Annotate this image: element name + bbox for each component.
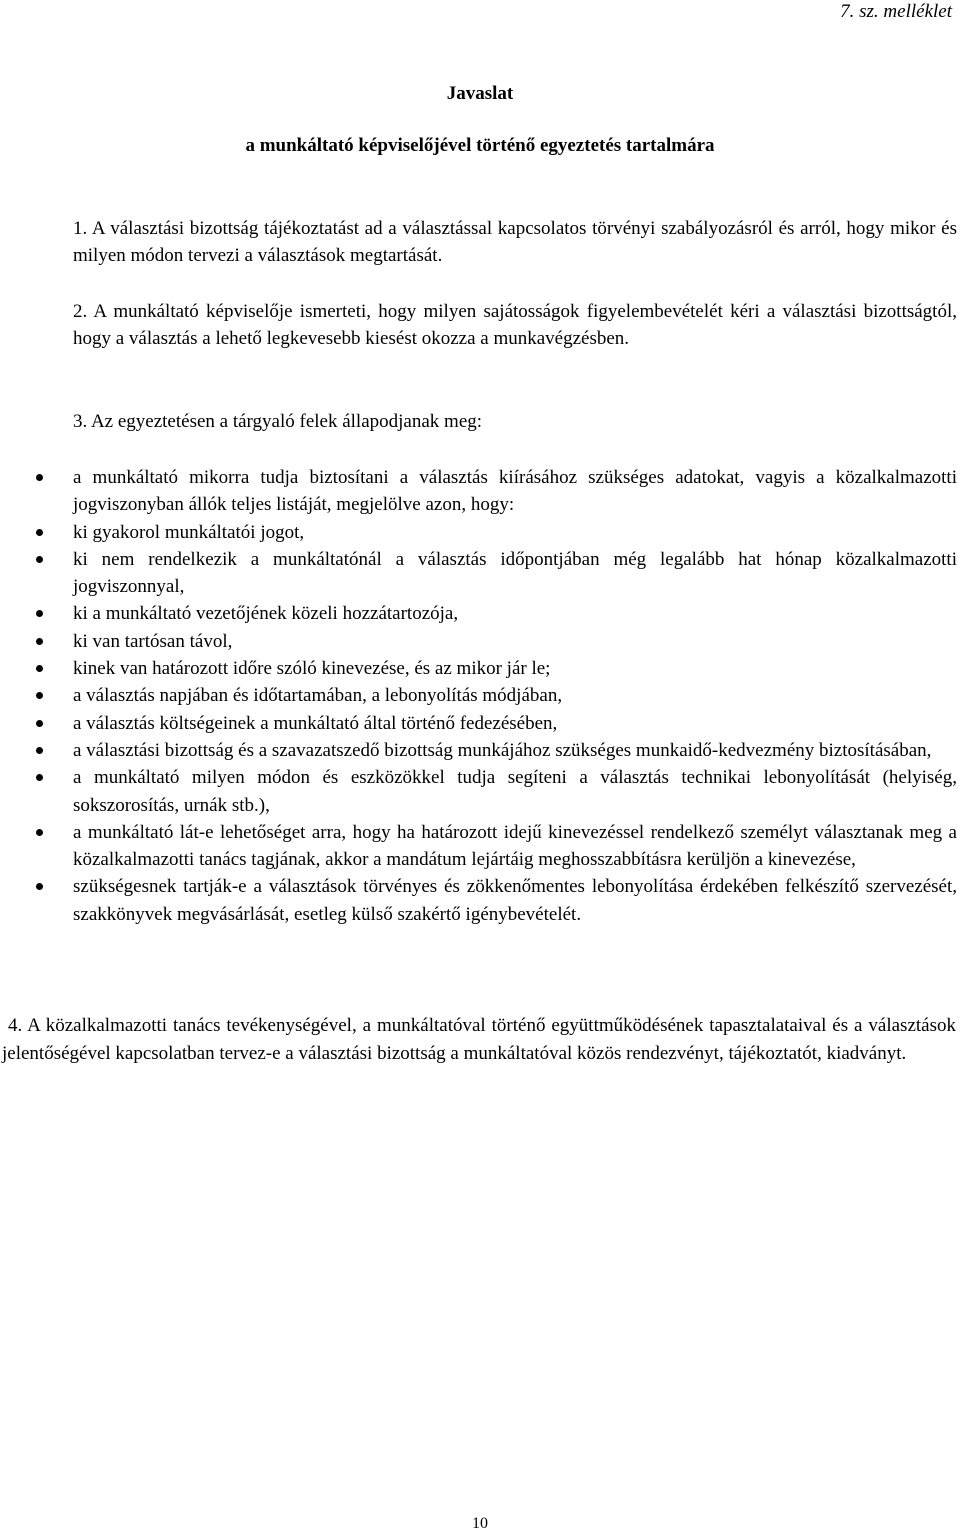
paragraph-2: 2. A munkáltató képviselője ismerteti, hogy milyen sajátosságok figyelembevételét kéri a választási bizottságtól, hogy a választás a lehető legkevesebb kiesést okozza a munkavégzésben.	[73, 301, 957, 349]
bullet-icon	[36, 638, 43, 645]
bullet-icon	[36, 610, 43, 617]
bullet-icon	[36, 665, 43, 672]
list-item-text: a választás költségeinek a munkáltató által történő fedezésében,	[73, 712, 558, 734]
list-item	[0, 873, 960, 928]
list-item	[0, 737, 960, 764]
list-item	[0, 682, 960, 709]
list-item	[0, 600, 960, 627]
list-item-text: ki nem rendelkezik a munkáltatónál a választás időpontjában még legalább hat hónap közalkalmazotti jogviszonnyal,	[73, 548, 957, 598]
paragraph-3: 3. Az egyeztetésen a tárgyaló felek állapodjanak meg:	[73, 411, 483, 432]
bullet-icon	[36, 556, 43, 563]
list-item-text: a választás napjában és időtartamában, a lebonyolítás módjában,	[73, 685, 563, 707]
bullet-icon	[36, 692, 43, 699]
bullet-icon	[36, 747, 43, 754]
agreement-bullet-list	[0, 464, 960, 928]
list-item	[0, 546, 960, 601]
list-item-text: a munkáltató milyen módon és eszközökkel tudja segíteni a választás technikai lebonyolítását (helyiség, sokszorosítás, urnák stb.),	[73, 767, 957, 816]
list-item	[0, 655, 960, 682]
list-item	[0, 764, 960, 819]
document-subtitle: a munkáltató képviselőjével történő egyeztetés tartalmára	[245, 135, 715, 156]
list-item	[0, 710, 960, 737]
list-item	[0, 519, 960, 546]
list-item-text: kinek van határozott időre szóló kinevezése, és az mikor jár le;	[73, 658, 551, 680]
list-item	[0, 464, 960, 519]
paragraph-1: 1. A választási bizottság tájékoztatást ad a választással kapcsolatos törvényi szabályozásról és arról, hogy mikor és milyen módon tervezi a választások megtartását.	[73, 218, 957, 266]
list-item-text: ki a munkáltató vezetőjének közeli hozzátartozója,	[73, 603, 459, 625]
list-item-text: ki gyakorol munkáltatói jogot,	[73, 521, 305, 543]
document-title: Javaslat	[446, 83, 514, 104]
list-item-text: ki van tartósan távol,	[73, 630, 233, 652]
list-item-text: a munkáltató lát-e lehetőséget arra, hogy ha határozott idejű kinevezéssel rendelkező személyt választanak meg a közalkalmazotti tanács tagjának, akkor a mandátum lejártáig meghosszabbításra kerüljön a kinevezése,	[73, 821, 957, 871]
list-item-text: a választási bizottság és a szavazatszedő bizottság munkájához szükséges munkaidő-kedvezmény biztosításában,	[73, 739, 932, 761]
bullet-icon	[36, 883, 43, 890]
bullet-icon	[36, 529, 43, 536]
bullet-icon	[36, 829, 43, 836]
list-item-text: szükségesnek tartják-e a választások törvényes és zökkenőmentes lebonyolítása érdekében felkészítő szervezését, szakkönyvek megvásárlását, esetleg külső szakértő igénybevételét.	[73, 876, 957, 925]
page-number: 10	[472, 1515, 488, 1532]
list-item	[0, 819, 960, 874]
list-item	[0, 628, 960, 655]
annex-label: 7. sz. melléklet	[840, 1, 952, 22]
list-item-text: a munkáltató mikorra tudja biztosítani a választás kiírásához szükséges adatokat, vagyis a közalkalmazotti jogviszonyban állók teljes listáját, megjelölve azon, hogy:	[73, 467, 957, 516]
bullet-icon	[36, 774, 43, 781]
bullet-icon	[36, 474, 43, 481]
paragraph-4: 4. A közalkalmazotti tanács tevékenységével, a munkáltatóval történő együttműködésének tapasztalataival és a választások jelentőségével kapcsolatban tervez-e a választási bizottság a munkáltatóval közös rendezvényt, tájékoztatót, kiadványt.	[2, 1015, 956, 1064]
bullet-icon	[36, 720, 43, 727]
